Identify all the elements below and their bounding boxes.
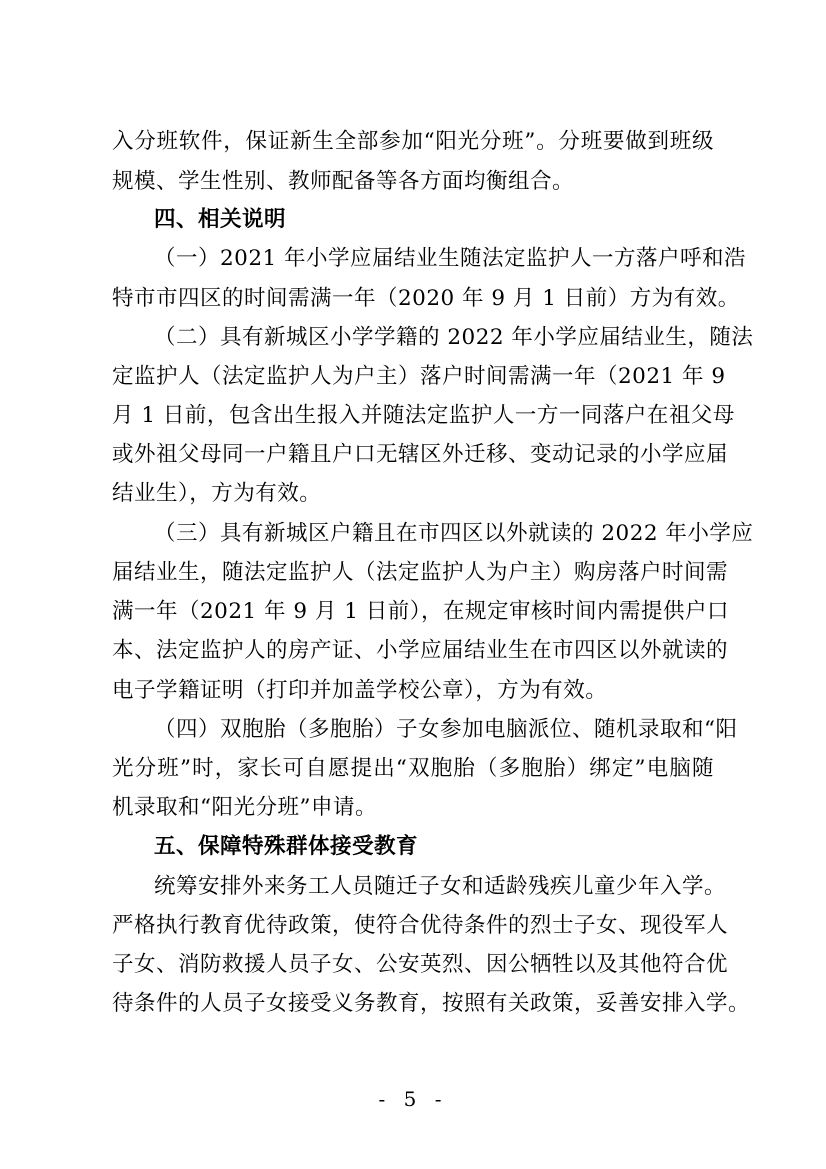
paragraph-line: 满一年（2021 年 9 月 1 日前），在规定审核时间内需提供户口 bbox=[112, 599, 729, 624]
paragraph-line: 定监护人（法定监护人为户主）落户时间需满一年（2021 年 9 bbox=[112, 364, 726, 389]
paragraph-line: 待条件的人员子女接受义务教育，按照有关政策，妥善安排入学。 bbox=[112, 991, 751, 1016]
paragraph-line: 特市市四区的时间需满一年（2020 年 9 月 1 日前）方为有效。 bbox=[112, 286, 740, 311]
paragraph-line: 本、法定监护人的房产证、小学应届结业生在市四区以外就读的 bbox=[112, 638, 729, 663]
paragraph-line: （四）双胞胎（多胞胎）子女参加电脑派位、随机录取和“阳 bbox=[154, 717, 738, 742]
paragraph-line: （三）具有新城区户籍且在市四区以外就读的 2022 年小学应 bbox=[154, 521, 754, 546]
paragraph-line: 月 1 日前，包含出生报入并随法定监护人一方一同落户在祖父母 bbox=[112, 403, 735, 428]
paragraph-line: 入分班软件，保证新生全部参加“阳光分班”。分班要做到班级 bbox=[112, 129, 714, 154]
paragraph-line: 子女、消防救援人员子女、公安英烈、因公牺牲以及其他符合优 bbox=[112, 952, 729, 977]
paragraph-line: 机录取和“阳光分班”申请。 bbox=[112, 795, 377, 820]
section-heading-5: 五、保障特殊群体接受教育 bbox=[154, 834, 419, 859]
paragraph-line: 规模、学生性别、教师配备等各方面均衡组合。 bbox=[112, 169, 575, 194]
paragraph-line: 严格执行教育优待政策，使符合优待条件的烈士子女、现役军人 bbox=[112, 913, 729, 938]
paragraph-line: 或外祖父母同一户籍且户口无辖区外迁移、变动记录的小学应届 bbox=[112, 442, 729, 467]
paragraph-line: 届结业生，随法定监护人（法定监护人为户主）购房落户时间需 bbox=[112, 560, 729, 585]
paragraph-line: 结业生），方为有效。 bbox=[112, 481, 322, 506]
section-heading-4: 四、相关说明 bbox=[154, 207, 287, 232]
paragraph-line: （二）具有新城区小学学籍的 2022 年小学应届结业生，随法 bbox=[154, 325, 754, 350]
page-number: - 5 - bbox=[378, 1087, 448, 1111]
paragraph-line: 电子学籍证明（打印并加盖学校公章），方为有效。 bbox=[112, 678, 608, 703]
paragraph-line: 统筹安排外来务工人员随迁子女和适龄残疾儿童少年入学。 bbox=[154, 874, 727, 899]
paragraph-line: 光分班”时，家长可自愿提出“双胞胎（多胞胎）绑定”电脑随 bbox=[112, 756, 714, 781]
paragraph-line: （一）2021 年小学应届结业生随法定监护人一方落户呼和浩 bbox=[154, 246, 747, 271]
